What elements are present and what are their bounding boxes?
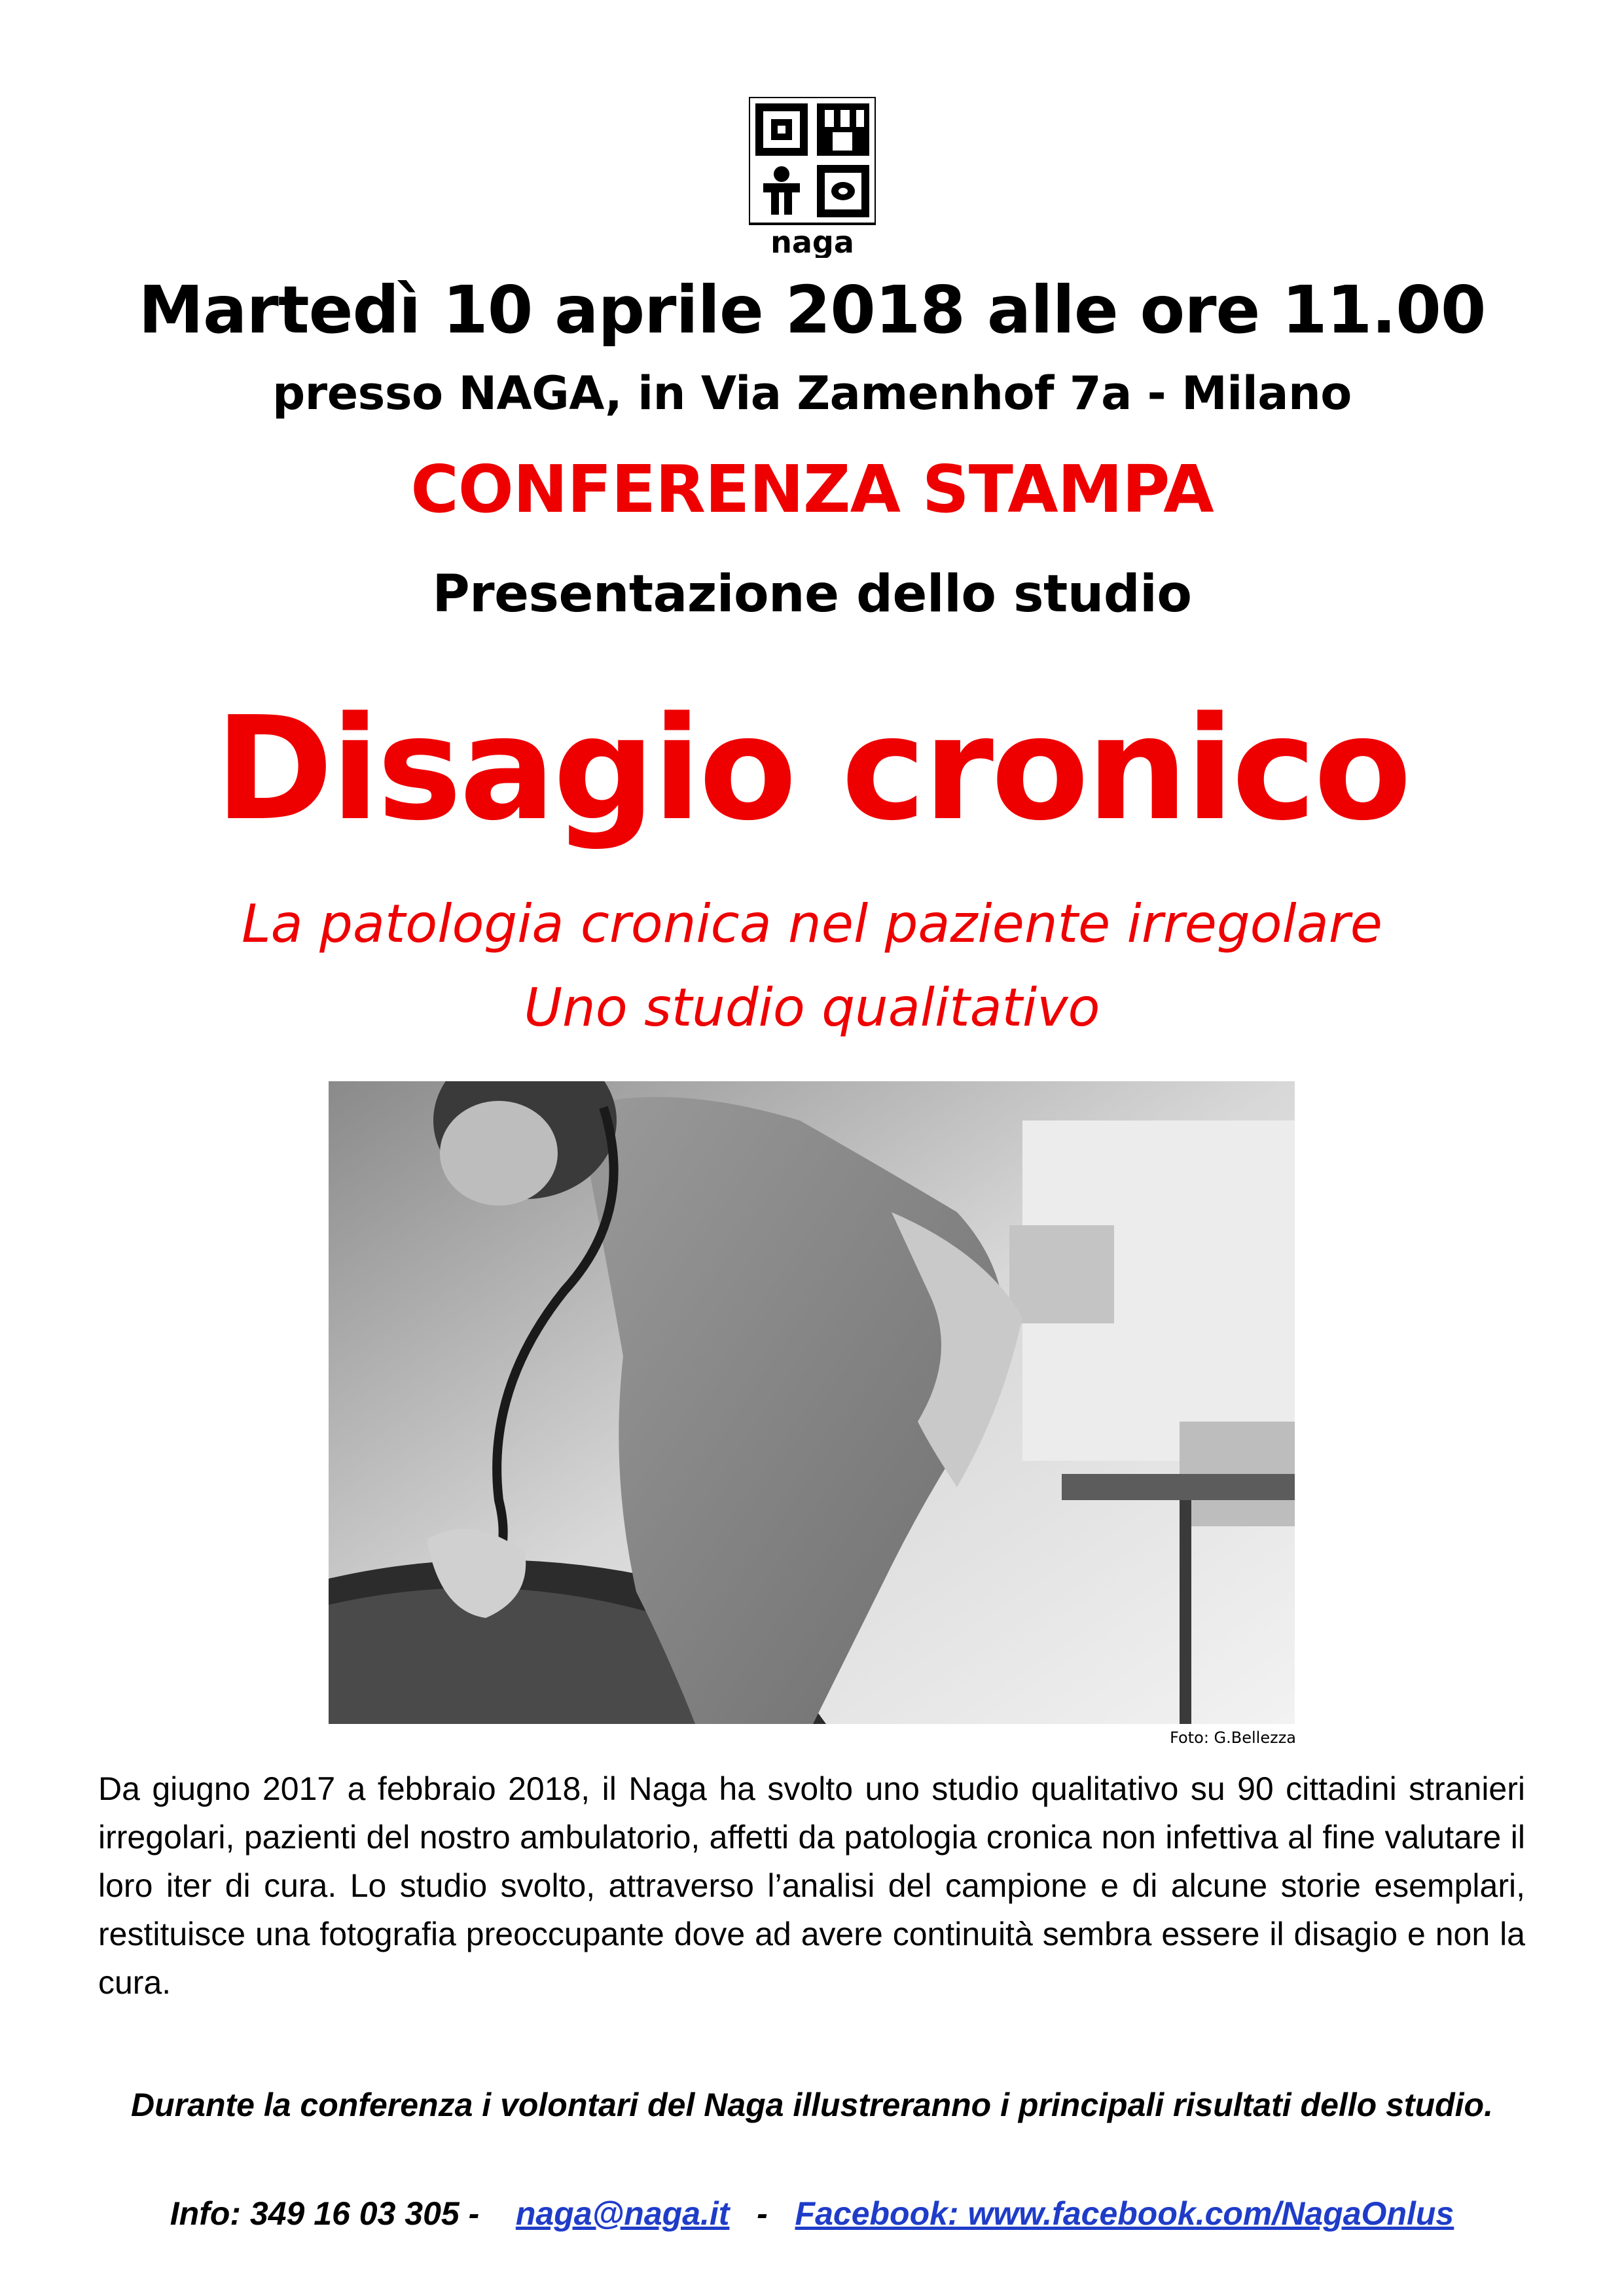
study-subtitle-1: La patologia cronica nel paziente irregolare [242,893,1382,954]
photo-credit: Foto: G.Bellezza [1170,1729,1296,1747]
presentation-heading: Presentazione dello studio [432,565,1192,624]
info-separator: - [757,2195,768,2232]
event-date-time: Martedì 10 aprile 2018 alle ore 11.00 [138,272,1486,348]
doctor-examining-patient-photo [329,1081,1295,1724]
contact-info [0,2193,1624,2234]
study-title: Disagio cronico [215,687,1409,852]
info-phone: Info: 349 16 03 305 - [170,2195,480,2232]
event-venue: presso NAGA, in Via Zamenhof 7a - Milano [272,367,1352,420]
naga-logo [749,97,876,258]
event-type-heading: CONFERENZA STAMPA [410,451,1214,528]
study-subtitle-2: Uno studio qualitativo [524,977,1100,1038]
logo-wordmark: naga [770,224,854,258]
conference-note: Durante la conferenza i volontari del Naga illustreranno i principali risultati dello studio. [131,2087,1493,2123]
email-link[interactable]: naga@naga.it [515,2195,730,2232]
facebook-link[interactable]: Facebook: www.facebook.com/NagaOnlus [795,2195,1454,2232]
study-description: Da giugno 2017 a febbraio 2018, il Naga ha svolto uno studio qualitativo su 90 cittadini stranieri irregolari, pazienti del nostro ambulatorio, affetti da patologia cronica non infettiva al fine valutare il loro iter di cura. Lo studio svolto, attraverso l’analisi del campione e di alcune storie esemplari, restituisce una fotografia preoccupante dove ad avere continuità sembra essere il disagio e non la cura. [98,1770,1525,2001]
